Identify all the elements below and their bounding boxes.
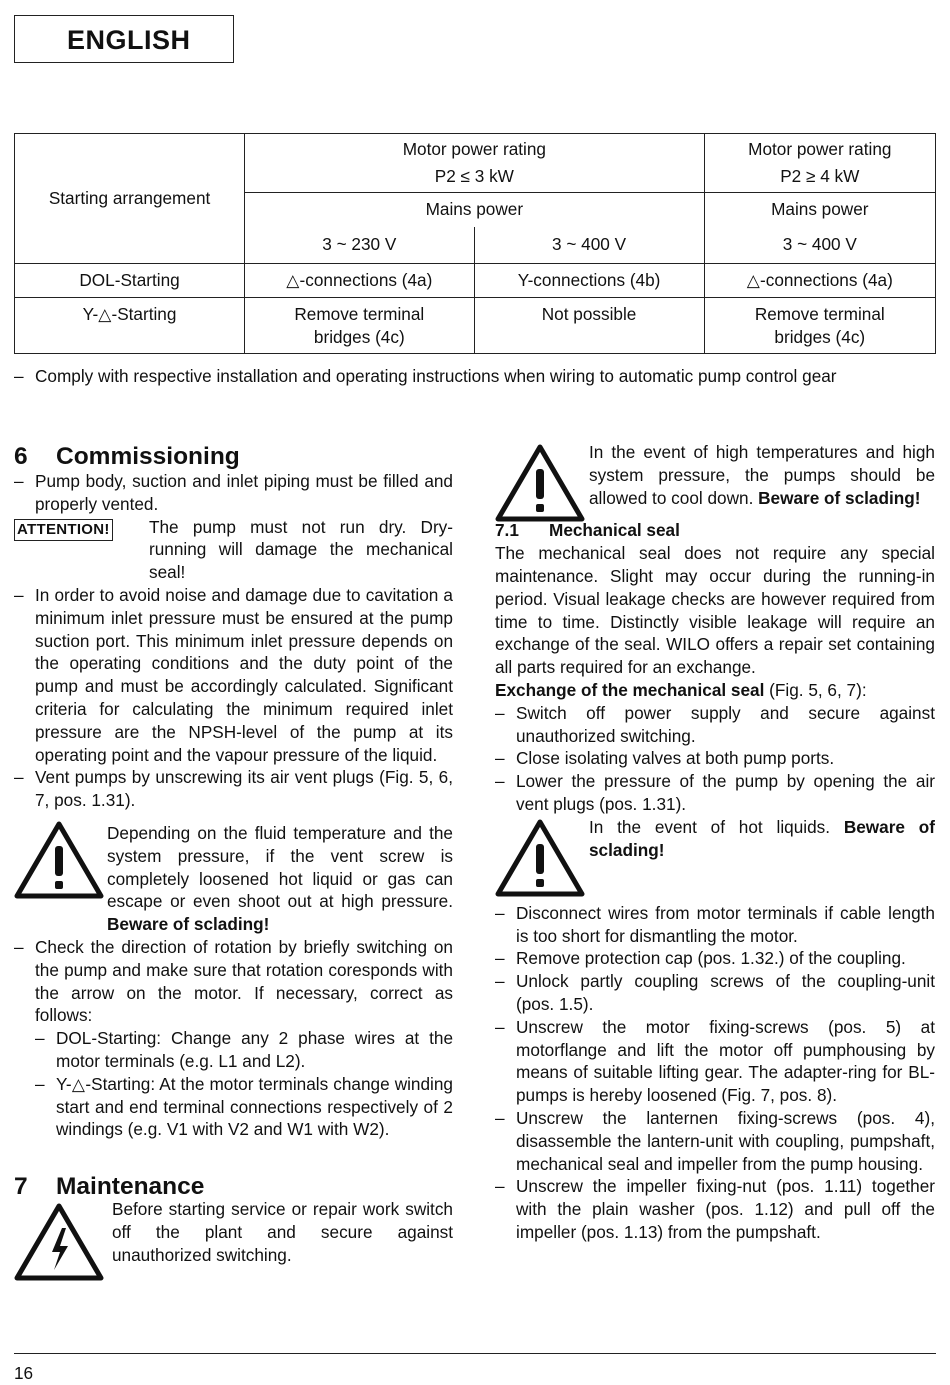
section-7-heading: 7 Maintenance (14, 1173, 205, 1201)
left-column (14, 443, 453, 1267)
right-column (495, 441, 935, 1244)
warning-note: Depending on the fluid temperature and the system pressure, if the vent screw is completely loosened hot liquid or gas can escape or even shoot out at high pressure. Beware of sclading! (14, 822, 453, 936)
wiring-note: – Comply with respective installation and operating instructions when wiring to automatic pump control gear (14, 366, 837, 386)
list-item: – Unscrew the motor fixing-screws (pos. 5) at motorflange and lift the motor off pumphousing by means of suitable lifting gear. The adapter-ring for BL-pumps is hereby loosened (Fig. 7, pos. 8). (495, 1016, 935, 1106)
table-cell: Not possible (474, 298, 704, 354)
header-motor-power-high: Motor power rating P2 ≥ 4 kW (704, 134, 935, 193)
attention-note: ATTENTION! The pump must not run dry. Dry-running will damage the mechanical seal! (14, 516, 453, 584)
warning-note: In the event of hot liquids. Beware of sclading! (495, 816, 935, 902)
connection-table (14, 133, 936, 354)
list-item: – Lower the pressure of the pump by opening the air vent plugs (pos. 1.31). (495, 771, 935, 814)
warning-icon (14, 820, 104, 900)
list-item: – Vent pumps by unscrewing its air vent plugs (Fig. 5, 6, 7, pos. 1.31). (14, 767, 453, 811)
header-voltage-400a: 3 ~ 400 V (474, 227, 704, 264)
header-voltage-400b: 3 ~ 400 V (704, 227, 935, 264)
table-cell: △-connections (4a) (704, 264, 935, 298)
section-6-heading: 6 Commissioning (14, 443, 240, 470)
list-item: – Disconnect wires from motor terminals if cable length is too short for dismantling the motor. (495, 902, 935, 946)
list-item: – DOL-Starting: Change any 2 phase wires at the motor terminals (e.g. L1 and L2). (35, 1028, 453, 1071)
list-item: – Unlock partly coupling screws of the coupling-unit (pos. 1.5). (495, 971, 935, 1014)
table-row (15, 264, 936, 298)
page-number: 16 (14, 1363, 34, 1383)
list-item: – Remove protection cap (pos. 1.32.) of the coupling. (495, 948, 906, 969)
header-voltage-230: 3 ~ 230 V (245, 227, 474, 264)
list-item: – Check the direction of rotation by briefly switching on the pump and make sure that rotation coresponds with the arrow on the motor. If necessary, correct as follows: (14, 936, 453, 1026)
list-item: – Unscrew the impeller fixing-nut (pos. 1.11) together with the plain washer (pos. 1.12) and pull off the impeller (pos. 1.13) from the pumpshaft. (495, 1176, 935, 1242)
warning-note: In the event of high temperatures and high system pressure, the pumps should be allowed to cool down. Beware of sclading! (495, 441, 935, 509)
electrical-hazard-icon (14, 1202, 104, 1282)
mechanical-seal-paragraph: The mechanical seal does not require any special maintenance. Slight may occur during the running-in period. Visual leakage checks are however required from time to time. Distinctly visible leakage will require an exchange of the seal. WILO offers a repair set containing all parts required for an exchange. (495, 543, 935, 678)
warning-icon (495, 818, 585, 898)
section-7-1-heading: 7.1 Mechanical seal (495, 520, 680, 541)
table-cell: △-connections (4a) (245, 264, 474, 298)
row-label: Y-△-Starting (15, 298, 245, 354)
list-item: – Close isolating valves at both pump ports. (495, 748, 835, 769)
header-starting-arrangement: Starting arrangement (15, 134, 245, 264)
attention-label: ATTENTION! (14, 519, 113, 541)
row-label: DOL-Starting (15, 264, 245, 298)
table-cell: Remove terminal bridges (4c) (704, 298, 935, 354)
table-cell: Y-connections (4b) (474, 264, 704, 298)
warning-icon (495, 443, 585, 523)
header-motor-power-low: Motor power rating P2 ≤ 3 kW (245, 134, 704, 193)
header-mains-power-low: Mains power (245, 193, 704, 227)
list-item: – Unscrew the lanternen fixing-screws (pos. 4), disassemble the lantern-unit with coupling, pumpshaft, mechanical seal and impeller from the pump housing. (495, 1107, 935, 1174)
danger-note: Before starting service or repair work switch off the plant and secure against unauthorized switching. (14, 1198, 453, 1266)
list-item: – In order to avoid noise and damage due to cavitation a minimum inlet pressure must be ensured at the pump suction port. This minimum inlet pressure depends on the operating conditions and the duty point of the pump and must be accordingly calculated. Significant criteria for calculating the minimum required inlet pressure are the NPSH-level of the pump at its operating point and the vapour pressure of the liquid. (14, 584, 453, 765)
table-cell: Remove terminal bridges (4c) (245, 298, 474, 354)
exchange-heading: Exchange of the mechanical seal (Fig. 5, 6, 7): (495, 679, 867, 700)
list-item: – Switch off power supply and secure against unauthorized switching. (495, 702, 935, 746)
footer-divider (14, 1353, 936, 1354)
header-mains-power-high: Mains power (704, 193, 935, 227)
list-item: – Pump body, suction and inlet piping must be filled and properly vented. (14, 471, 453, 514)
list-item: – Y-△-Starting: At the motor terminals change winding start and end terminal connections respectively of 2 windings (e.g. V1 with V2 and W1 with W2). (35, 1073, 453, 1140)
table-row (15, 298, 936, 354)
language-label: ENGLISH (14, 15, 234, 63)
